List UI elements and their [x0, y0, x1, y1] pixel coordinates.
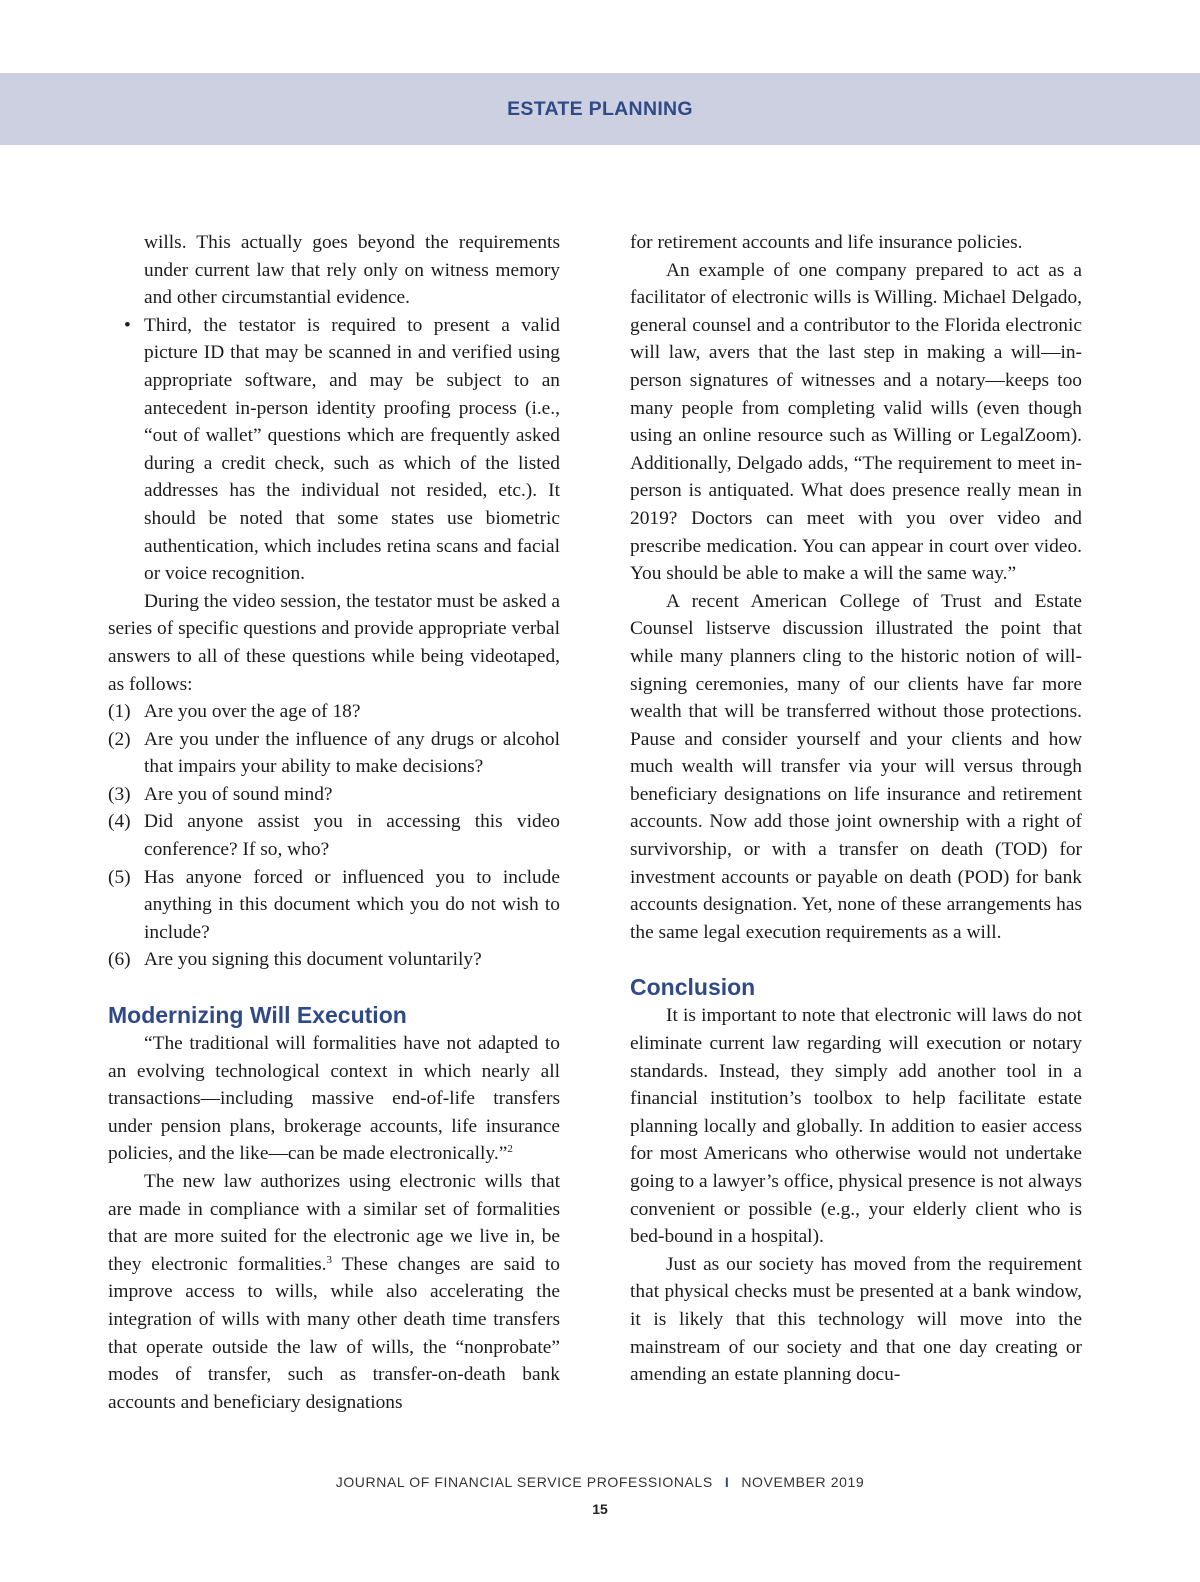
paragraph-text: These changes are said to improve access to wills, while also accelerating the integration of wills with many other death time transfers that operate outside the law of wills, the “nonprobate” modes of transfer, such as transfer-on-death bank accounts and beneficiary designations: [108, 1253, 560, 1413]
question-text: Did anyone assist you in accessing this video conference? If so, who?: [144, 811, 560, 861]
question-number: (5): [108, 866, 131, 888]
left-column: [108, 229, 560, 1416]
bullet-item-third: [108, 312, 560, 588]
question-number: (4): [108, 811, 131, 833]
question-text: Are you signing this document voluntarily?: [144, 949, 482, 971]
quote-text: “The traditional will formalities have not adapted to an evolving technological context in which nearly all transactions—including massive end-of-life transfers under pension plans, brokerage accounts, life insurance policies, and the like—can be made electronically.”: [108, 1033, 560, 1165]
question-item: [108, 781, 560, 809]
footnote-ref: 2: [507, 1143, 513, 1156]
issue-date: NOVEMBER 2019: [741, 1474, 865, 1490]
question-number: (6): [108, 949, 131, 971]
actec-paragraph: A recent American College of Trust and Estate Counsel listserve discussion illustrated the point that while many planners cling to the historic notion of will-signing ceremonies, many of our clients have far more wealth that will be transferred without those protections. Pause and consider yourself and your clients and how much wealth will transfer via your will versus through beneficiary designations on life insurance and retirement accounts. Now add those joint ownership with a right of survivorship, or with a transfer on death (TOD) for investment accounts or payable on death (POD) for bank accounts designation. Yet, none of these arrangements has the same legal execution requirements as a will.: [630, 590, 1082, 943]
question-number: (2): [108, 728, 131, 750]
paragraph-text: The new law authorizes using electronic wills that are made in compliance with a similar set of formalities that are more suited for the electronic age we live in, be they electronic formalities.: [108, 1171, 560, 1275]
question-text: Has anyone forced or influenced you to include anything in this document which you do not wish to include?: [144, 866, 560, 943]
footnote-ref: 3: [326, 1253, 333, 1266]
bullet-text: Third, the testator is required to present a valid picture ID that may be scanned in and verified using appropriate software, and may be subject to an antecedent in-person identity proofing process (i.e., “out of wallet” questions which are frequently asked during a credit check, such as which of the listed addresses has the individual not resided, etc.). It should be noted that some states use biometric authentication, which includes retina scans and facial or voice recognition.: [144, 314, 560, 585]
question-item: [108, 698, 560, 726]
question-list: [108, 698, 560, 974]
journal-name: JOURNAL OF FINANCIAL SERVICE PROFESSIONALS: [335, 1474, 713, 1490]
continued-paragraph: wills. This actually goes beyond the requirements under current law that rely only on witness memory and other circumstantial evidence.: [144, 232, 560, 309]
right-column: [630, 229, 1082, 1389]
heading-conclusion: Conclusion: [630, 974, 756, 1001]
modernizing-paragraph-1: [108, 1030, 560, 1168]
footer-separator: I: [724, 1474, 730, 1490]
question-text: Are you under the influence of any drugs or alcohol that impairs your ability to make decisions?: [144, 728, 560, 778]
conclusion-paragraph-1: It is important to note that electronic will laws do not eliminate current law regarding will execution or notary standards. Instead, they simply add another tool in a financial institution’s toolbox to help facilitate estate planning locally and globally. In addition to easier access for most Americans who otherwise would not undertake going to a lawyer’s office, physical presence is not always convenient or possible (e.g., your elderly client who is bed-bound in a hospital).: [630, 1005, 1082, 1248]
question-number: (3): [108, 783, 131, 805]
question-number: (1): [108, 701, 131, 723]
bullet-mark: •: [124, 314, 131, 336]
question-item: [108, 726, 560, 781]
footer: [0, 1474, 1200, 1490]
question-item: [108, 946, 560, 974]
question-text: Are you of sound mind?: [144, 783, 333, 805]
section-title: ESTATE PLANNING: [507, 97, 693, 120]
question-item: [108, 864, 560, 947]
question-item: [108, 808, 560, 863]
continued-paragraph: for retirement accounts and life insurance policies.: [630, 232, 1023, 253]
willing-paragraph: An example of one company prepared to act as a facilitator of electronic wills is Willing. Michael Delgado, general counsel and a contributor to the Florida electronic will law, avers that the last step in making a will—in-person signatures of witnesses and a notary—keeps too many people from completing valid wills (even though using an online resource such as Willing or LegalZoom). Additionally, Delgado adds, “The requirement to meet in-person is antiquated. What does presence really mean in 2019? Doctors can meet with you over video and prescribe medication. You can appear in court over video. You should be able to make a will the same way.”: [630, 259, 1082, 585]
section-banner: [0, 73, 1200, 145]
heading-modernizing-will-execution: Modernizing Will Execution: [108, 1002, 407, 1029]
page-number: 15: [592, 1501, 608, 1517]
question-text: Are you over the age of 18?: [144, 701, 361, 723]
video-session-paragraph: During the video session, the testator must be asked a series of specific questions and provide appropriate verbal answers to all of these questions while being videotaped, as follows:: [108, 590, 560, 695]
conclusion-paragraph-2: Just as our society has moved from the requirement that physical checks must be presented at a bank window, it is likely that this technology will move into the mainstream of our society and that one day creating or amending an estate planning docu-: [630, 1253, 1082, 1386]
modernizing-paragraph-2: [108, 1168, 560, 1416]
